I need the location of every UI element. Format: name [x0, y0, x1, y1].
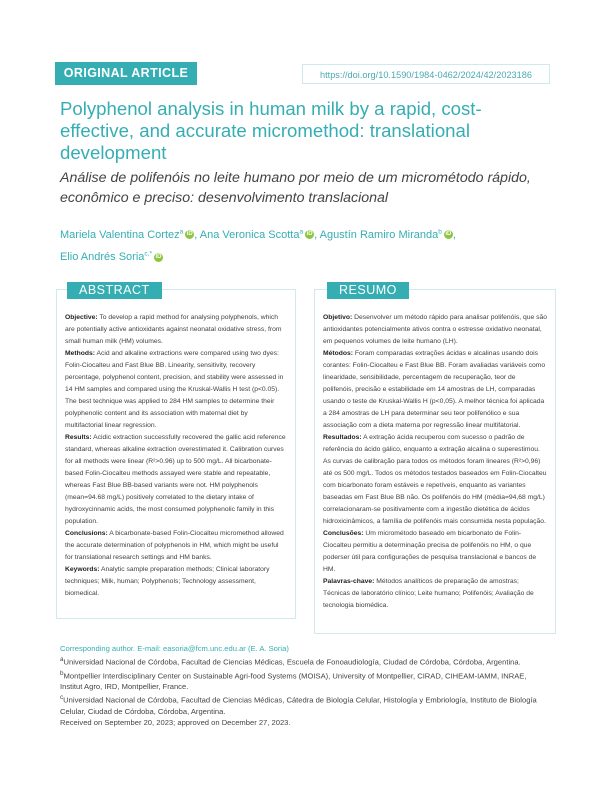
resumo-body: [323, 312, 547, 612]
abstract-heading: ABSTRACT: [67, 282, 162, 299]
abstract-methods: Methods: Acid and alkaline extractions were compared using two dyes: Folin-Ciocalteu and Fast Blue BB. Linearity, sensitivity, recovery percentage, polyphenol content, precision, and stability were assessed in 14 HM samples and compared using the Kruskal-Wallis H test (p<0.05). The best technique was applied to 284 HM samples to determine their polyphenolic content and its association with maternal diet by multifactorial linear regression.: [65, 350, 284, 429]
abstract-keywords: Keywords: Analytic sample preparation methods; Clinical laboratory techniques; Milk, human; Polyphenols; Technology assessment, biomedical.: [65, 566, 270, 597]
article-title: Polyphenol analysis in human milk by a rapid, cost-effective, and accurate micromethod: translational development: [60, 98, 482, 163]
author-name[interactable]: Ana Veronica Scotta: [199, 228, 300, 241]
author-1: [60, 229, 200, 241]
orcid-icon[interactable]: iD: [445, 231, 452, 238]
corresponding-author[interactable]: Corresponding author. E-mail: easoria@fcm.unc.edu.ar (E. A. Soria): [60, 644, 289, 653]
author-list: [60, 222, 550, 267]
doi-link[interactable]: https://doi.org/10.1590/1984-0462/2024/42/2023186: [302, 64, 550, 84]
resumo-heading: RESUMO: [327, 282, 409, 299]
abstract-results: Results: Acidic extraction successfully recovered the gallic acid reference standard, whereas alkaline extraction overestimated it. Calibration curves for all methods were linear (R²>0.96) up to 500 mg/L. All bicarbonate-based Folin-Ciocalteu methods assayed were stable and repeatable, whereas Fast Blue BB-based variants were not. HM polyphenols (mean=94.68 mg/L) positively correlated to the dietary intake of hydroxycinnamic acids, the most consumed polyphenolic family in this population.: [65, 434, 286, 525]
resumo-conclusoes: Conclusões: Um micrométodo baseado em bicarbonato de Folin-Ciocalteu permitiu a determinação precisa de polifenóis no HM, o que poderser útil para configurações de pesquisa translacional e bancos de HM.: [323, 530, 537, 573]
article-footer: [60, 643, 550, 728]
orcid-icon[interactable]: iD: [186, 231, 193, 238]
author-affiliation-mark: b: [438, 228, 442, 235]
orcid-icon[interactable]: iD: [155, 253, 162, 260]
author-name[interactable]: Elio Andrés Soria: [60, 251, 145, 264]
abstract-objective: Objective: To develop a rapid method for analysing polyphenols, which are potentially active antioxidants against neonatal oxidative stress, from small human milk (HM) volumes.: [65, 314, 282, 345]
article-type-badge: ORIGINAL ARTICLE: [55, 62, 197, 85]
affiliation-b: $^b$Montpellier Interdisciplinary Center on Sustainable Agri-food Systems (MOISA), University of Montpellier, CIRAD, CIHEAM-IAMM, INRAE, Institut Agro, IRD, Montpellier, France.: [60, 669, 527, 692]
author-2: [200, 229, 320, 241]
author-affiliation-mark: a: [179, 228, 184, 235]
orcid-icon[interactable]: iD: [306, 231, 313, 238]
author-3: [320, 229, 456, 241]
author-separator: ,: [194, 228, 198, 241]
author-name[interactable]: Agustín Ramiro Miranda: [319, 228, 439, 241]
author-affiliation-mark: c,*: [144, 250, 152, 258]
resumo-box: [314, 283, 556, 634]
resumo-objetivo: Objetivo: Desenvolver um método rápido para analisar polifenóis, que são antioxidantes potencialmente ativos contra o estresse oxidativo neonatal, em pequenos volumes de leite humano (LH).: [323, 314, 548, 345]
received-dates: Received on September 20, 2023; approved on December 27, 2023.: [60, 717, 291, 727]
author-separator: ,: [452, 228, 456, 241]
author-4: [60, 251, 163, 263]
author-separator: ,: [314, 228, 318, 241]
author-name[interactable]: Mariela Valentina Cortez: [60, 228, 180, 241]
abstract-conclusions: Conclusions: A bicarbonate-based Folin-Ciocalteu micromethod allowed the accurate determination of polyphenols in HM, which might be useful for translational research settings and HM banks.: [65, 530, 284, 561]
resumo-metodos: Métodos: Foram comparadas extrações ácidas e alcalinas usando dois corantes: Folin-Ciocalteu e Fast Blue BB. Foram avaliadas variáveis como linearidade, sensibilidade, percentagem de recuperação, teor de polifenóis, precisão e estabilidade em 14 amostras de LH, comparadas usando o teste de Kruskal-Wallis H (p<0,05). A melhor técnica foi aplicada a 284 amostras de LH para determinar seu teor polifenólico e sua associação com a dieta materna por regressão linear multifatorial.: [323, 350, 546, 429]
abstract-body: [65, 312, 287, 600]
resumo-resultados: Resultados: A extração ácida recuperou com sucesso o padrão de referência do ácido gálico, enquanto a extração alcalina o superestimou. As curvas de calibração para todos os métodos foram lineares (R²>0,96) até os 500 mg/L. Todos os métodos testados baseados em Folin-Ciocalteu com bicarbonato foram estáveis e repetíveis, enquanto as variantes baseadas em Fast Blue BB não. Os polifenóis do HM (média=94,68 mg/L) correlacionaram-se positivamente com a ingestão dietética de ácidos hidroxicinâmicos, a família de polifenóis mais consumida nesta população.: [323, 434, 547, 525]
author-affiliation-mark: a: [299, 228, 304, 235]
affiliation-a: $^a$Universidad Nacional de Córdoba, Facultad de Ciencias Médicas, Escuela de Fonoaudiología, Ciudad de Córdoba, Córdoba, Argentina.: [60, 656, 521, 667]
abstract-box: [56, 283, 296, 619]
article-subtitle: Análise de polifenóis no leite humano por meio de um micrométodo rápido, econômico e preciso: desenvolvimento translacional: [60, 170, 531, 206]
affiliation-c: $^c$Universidad Nacional de Córdoba, Facultad de Ciencias Médicas, Cátedra de Biología Celular, Histología y Embriología, Instituto de Biología Celular, Ciudad de Córdoba, Córdoba, Argentina.: [60, 694, 537, 716]
resumo-palavras-chave: Palavras-chave: Métodos analíticos de preparação de amostras; Técnicas de laboratório clínico; Leite humano; Polifenóis; Avaliação de tecnologia biomédica.: [323, 578, 534, 609]
